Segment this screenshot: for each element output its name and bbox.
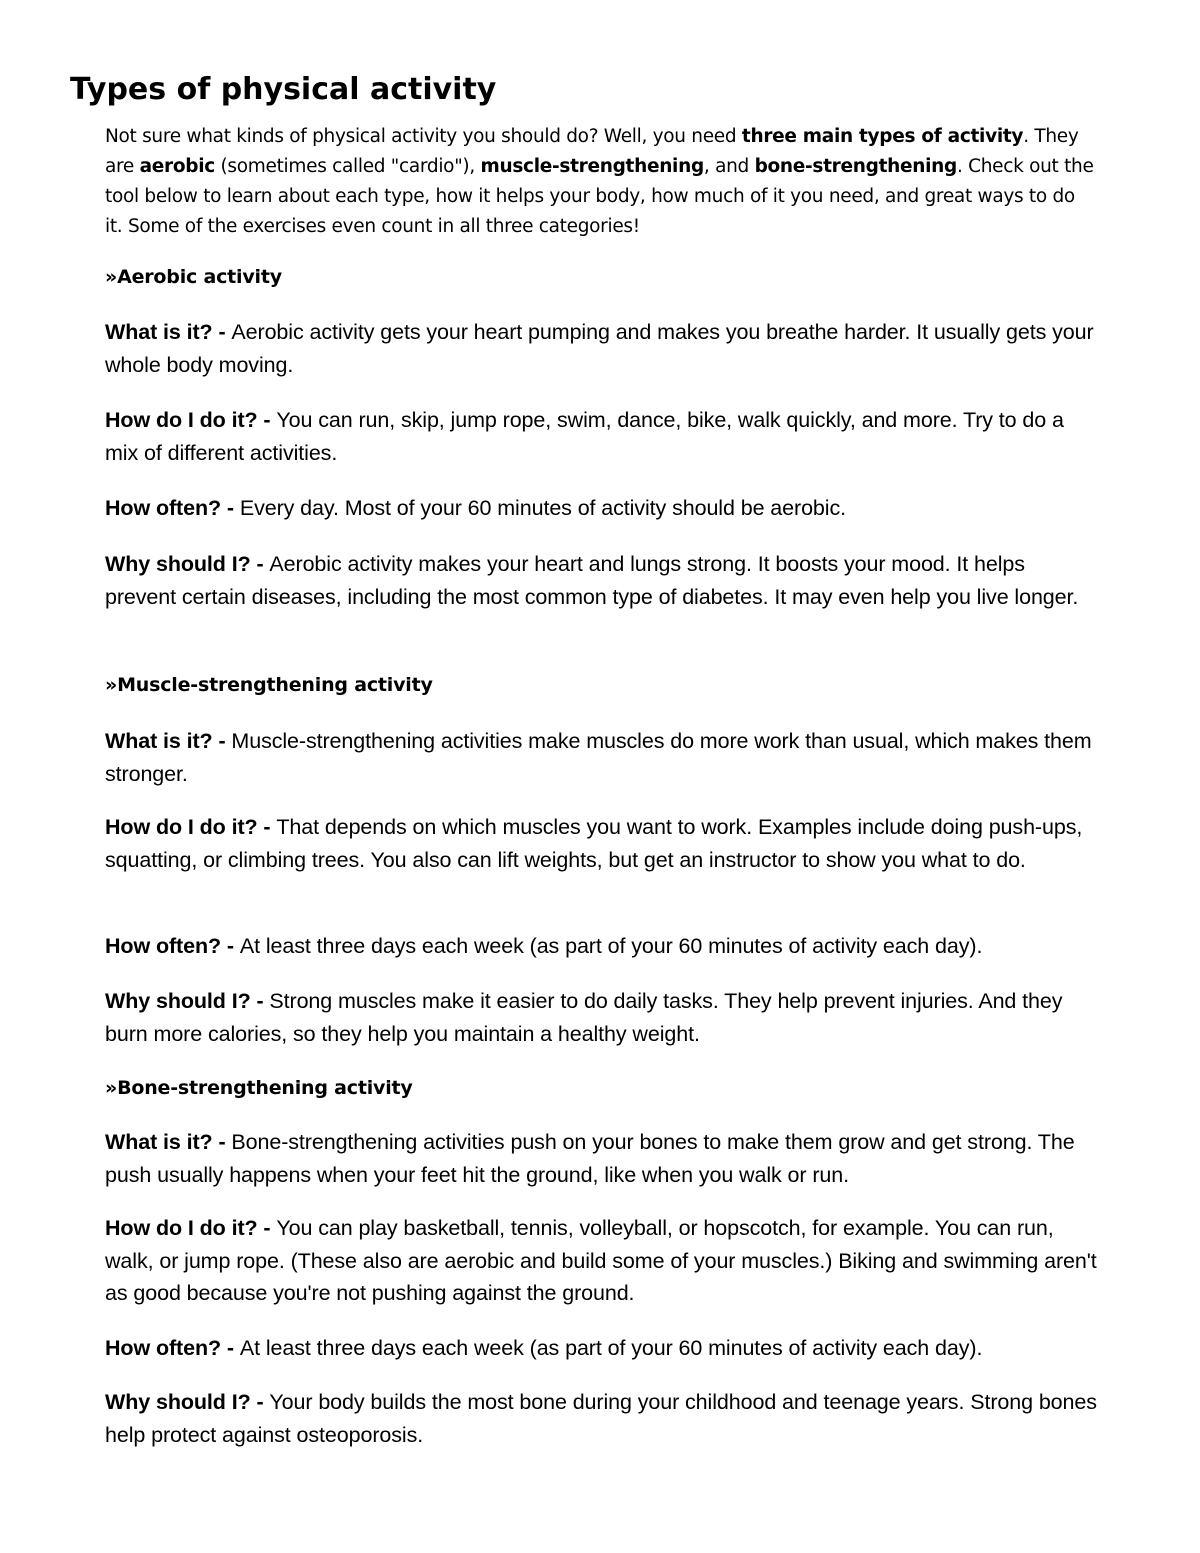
qa-label: Why should I? -: [105, 989, 270, 1013]
qa-text: Bone-strengthening activities push on your bones to make them grow and get strong. The push usually happens when your feet hit the ground, like when you walk or run.: [105, 1130, 1075, 1187]
qa-label: What is it? -: [105, 320, 232, 344]
qa-label: What is it? -: [105, 729, 232, 753]
qa-text: At least three days each week (as part of your 60 minutes of activity each day).: [239, 1336, 983, 1360]
qa-how-often: [105, 1332, 1100, 1365]
qa-what-is-it: [105, 1126, 1100, 1191]
qa-text: Strong muscles make it easier to do daily tasks. They help prevent injuries. And they burn more calories, so they help you maintain a healthy weight.: [105, 989, 1063, 1046]
intro-text: . Check out the tool below to learn about each type, how it helps your body, how much of it you need, and great ways to do it. Some of the exercises even count in all three categories!: [105, 156, 1094, 237]
qa-label: How often? -: [105, 1336, 240, 1360]
qa-label: How do I do it? -: [105, 408, 277, 432]
qa-label: How often? -: [105, 934, 240, 958]
qa-how-often: [105, 492, 1100, 525]
intro-paragraph: [105, 122, 1095, 242]
qa-how-do-i-do-it: [105, 1212, 1100, 1310]
qa-why-should-i: [105, 1386, 1100, 1451]
qa-why-should-i: [105, 985, 1100, 1050]
qa-why-should-i: [105, 548, 1100, 613]
intro-text: , and: [703, 156, 755, 177]
qa-text: That depends on which muscles you want to work. Examples include doing push-ups, squatting, or climbing trees. You also can lift weights, but get an instructor to show you what to do.: [105, 815, 1083, 872]
qa-label: Why should I? -: [105, 1390, 270, 1414]
intro-emphasis: aerobic: [139, 156, 215, 177]
intro-text: (sometimes called "cardio"),: [214, 156, 481, 177]
qa-text: Your body builds the most bone during your childhood and teenage years. Strong bones help protect against osteoporosis.: [105, 1390, 1097, 1447]
qa-what-is-it: [105, 725, 1100, 790]
section-heading-bone: »Bone-strengthening activity: [105, 1077, 413, 1099]
section-heading-aerobic: »Aerobic activity: [105, 266, 282, 288]
qa-text: At least three days each week (as part of your 60 minutes of activity each day).: [239, 934, 983, 958]
qa-how-often: [105, 930, 1100, 963]
qa-label: Why should I? -: [105, 552, 270, 576]
qa-label: How do I do it? -: [105, 815, 277, 839]
intro-text: Not sure what kinds of physical activity you should do? Well, you need: [105, 126, 742, 147]
intro-emphasis: bone-strengthening: [754, 156, 957, 177]
page-title: Types of physical activity: [70, 72, 497, 107]
qa-text: Every day. Most of your 60 minutes of activity should be aerobic.: [239, 496, 846, 520]
qa-label: What is it? -: [105, 1130, 232, 1154]
intro-emphasis: muscle-strengthening: [480, 156, 704, 177]
qa-text: Muscle-strengthening activities make muscles do more work than usual, which makes them stronger.: [105, 729, 1092, 786]
qa-label: How do I do it? -: [105, 1216, 277, 1240]
intro-emphasis: three main types of activity: [741, 126, 1024, 147]
qa-what-is-it: [105, 316, 1100, 381]
qa-text: Aerobic activity gets your heart pumping and makes you breathe harder. It usually gets your whole body moving.: [105, 320, 1094, 377]
qa-how-do-i-do-it: [105, 811, 1100, 876]
intro-text: . They are: [105, 126, 1079, 177]
qa-how-do-i-do-it: [105, 404, 1100, 469]
section-heading-muscle: »Muscle-strengthening activity: [105, 674, 433, 696]
qa-text: You can run, skip, jump rope, swim, dance, bike, walk quickly, and more. Try to do a mix of different activities.: [105, 408, 1064, 465]
qa-text: You can play basketball, tennis, volleyball, or hopscotch, for example. You can run, walk, or jump rope. (These also are aerobic and build some of your muscles.) Biking and swimming aren't as good because you're not pushing against the ground.: [105, 1216, 1097, 1305]
qa-text: Aerobic activity makes your heart and lungs strong. It boosts your mood. It helps prevent certain diseases, including the most common type of diabetes. It may even help you live longer.: [105, 552, 1079, 609]
qa-label: How often? -: [105, 496, 240, 520]
